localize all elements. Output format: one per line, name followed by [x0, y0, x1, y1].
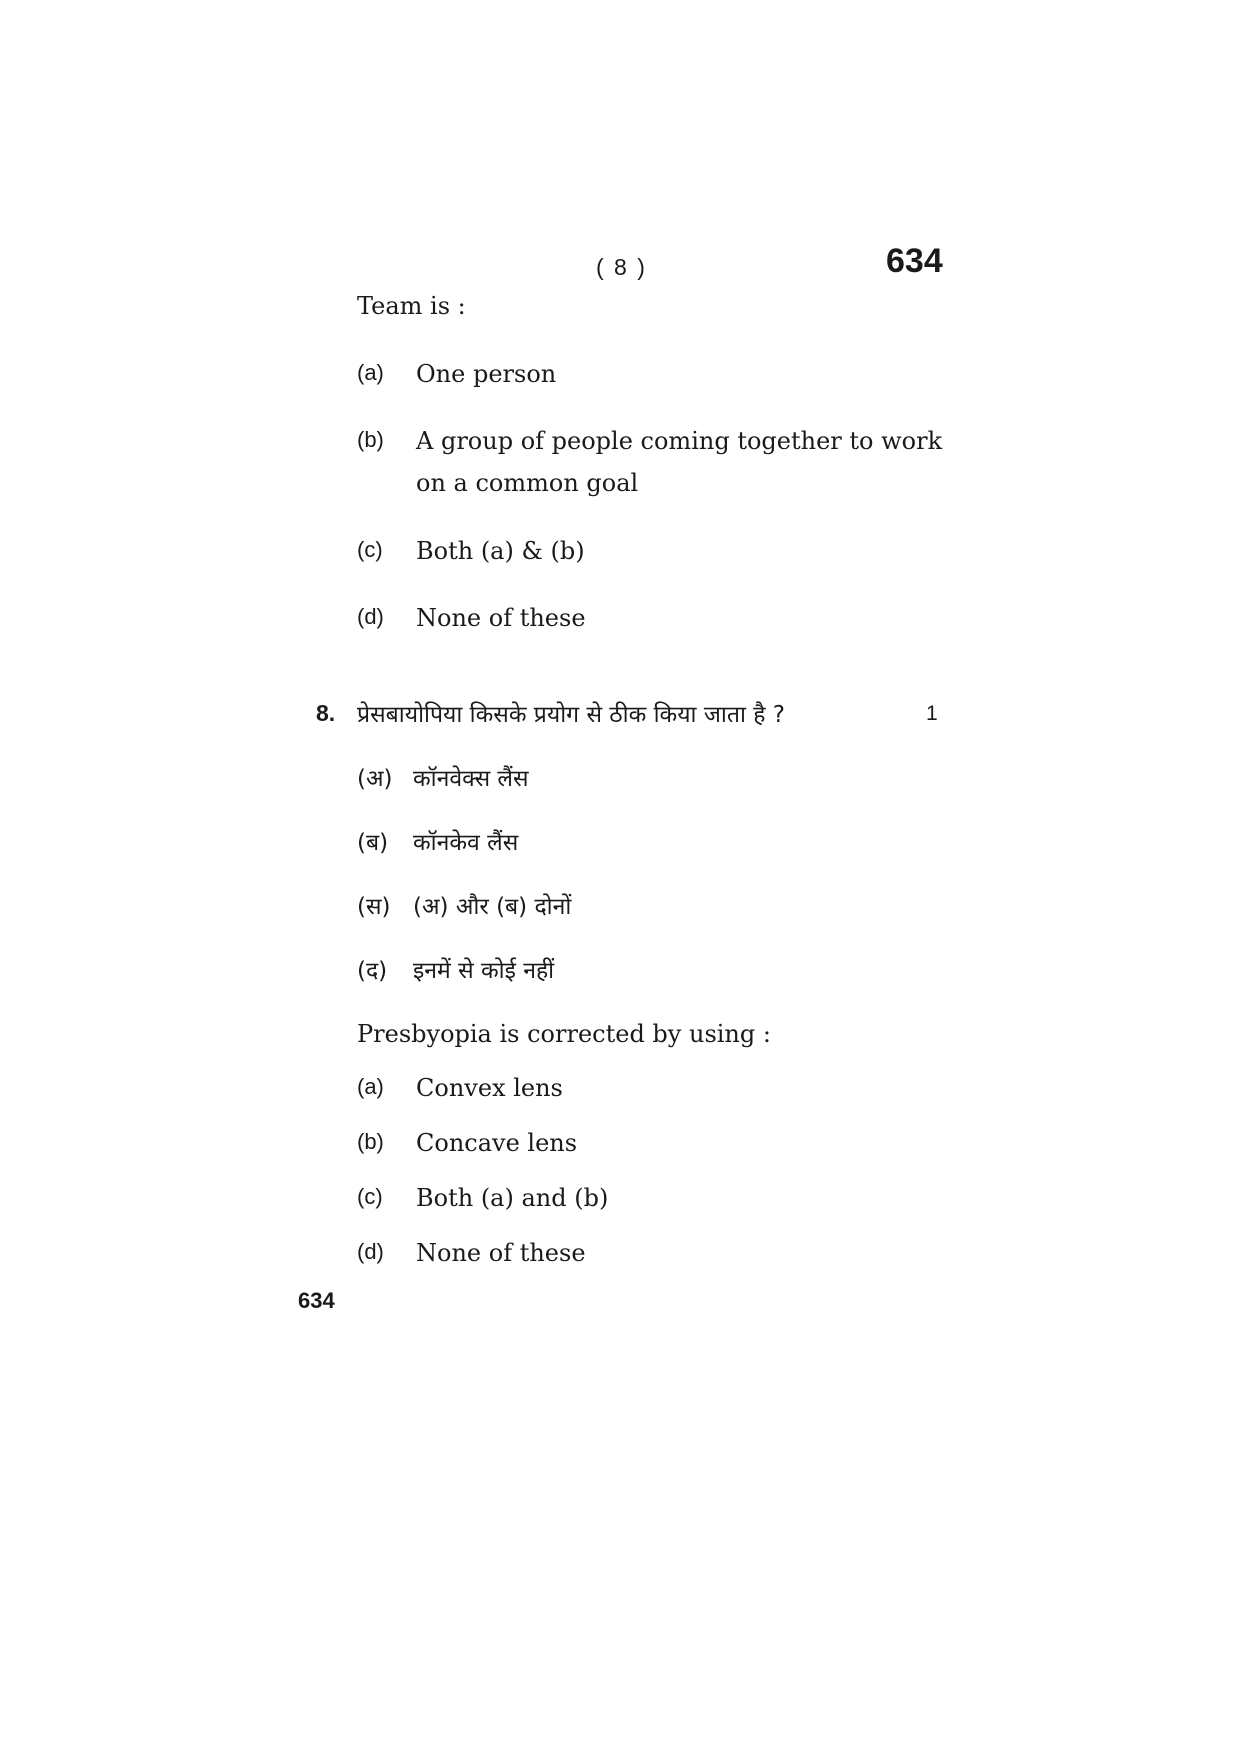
question-hindi: प्रेसबायोपिया किसके प्रयोग से ठीक किया जाता है ? — [357, 702, 785, 728]
option-label: (a) — [357, 1074, 384, 1099]
option-text: Convex lens — [416, 1074, 563, 1102]
option-text: कॉनवेक्स लैंस — [413, 766, 529, 792]
option-text: None of these — [416, 1239, 586, 1267]
question-marks: 1 — [926, 702, 938, 725]
paper-code-footer: 634 — [298, 1288, 335, 1313]
option-text: कॉनकेव लैंस — [413, 830, 519, 856]
option-label: (a) — [357, 360, 384, 385]
question-number: 8. — [316, 700, 336, 726]
option-text: Concave lens — [416, 1129, 578, 1157]
q7-option-b-text-line1: A group of people coming together to work — [416, 427, 943, 455]
option-label: (b) — [357, 427, 384, 452]
option-label: (c) — [357, 537, 383, 562]
option-text: इनमें से कोई नहीं — [413, 958, 555, 984]
q7-option-b-text-line2: on a common goal — [416, 469, 639, 497]
option-text: Both (a) and (b) — [416, 1184, 609, 1212]
page-number: ( 8 ) — [596, 254, 647, 280]
paper-code-header: 634 — [886, 242, 943, 280]
question-english: Presbyopia is corrected by using : — [357, 1020, 771, 1048]
option-label: (अ) — [357, 766, 393, 792]
option-text: Both (a) & (b) — [416, 537, 585, 565]
option-label: (द) — [357, 958, 388, 984]
option-label: (d) — [357, 1239, 384, 1264]
option-label: (c) — [357, 1184, 383, 1209]
option-label: (d) — [357, 604, 384, 629]
option-label: (ब) — [357, 830, 389, 856]
option-text: None of these — [416, 604, 586, 632]
option-text: (अ) और (ब) दोनों — [413, 894, 572, 920]
option-text: One person — [416, 360, 557, 388]
q7-stem: Team is : — [357, 292, 466, 320]
option-label: (स) — [357, 894, 391, 920]
option-label: (b) — [357, 1129, 384, 1154]
